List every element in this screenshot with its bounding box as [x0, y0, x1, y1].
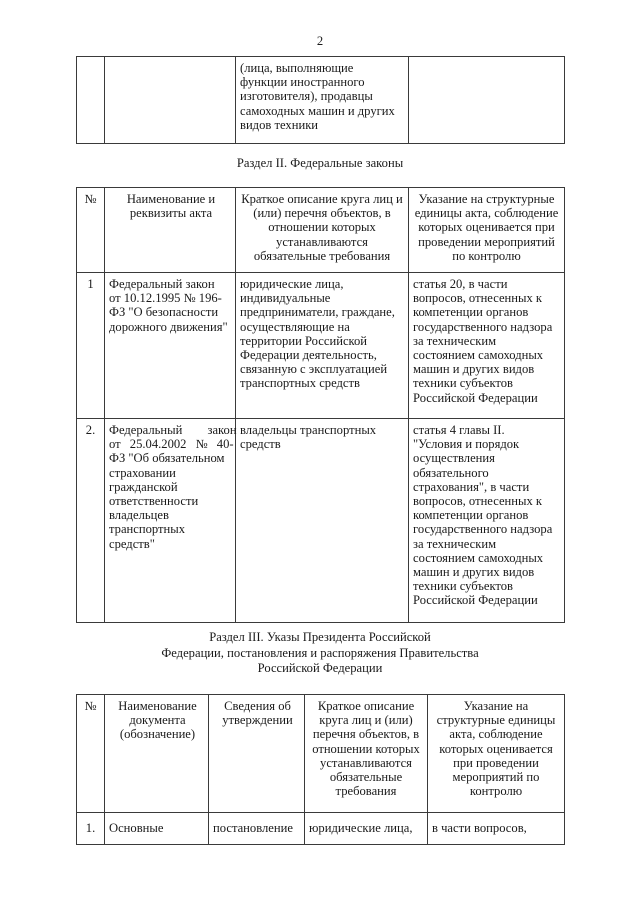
text-line: Указание на: [463, 699, 529, 713]
text-line: реквизиты акта: [129, 206, 213, 221]
text-line: вопросов, отнесенных к: [413, 494, 543, 509]
act-name-cell: [105, 419, 236, 623]
description-cell: [236, 273, 409, 419]
text-line: Краткое описание: [317, 699, 415, 713]
text-line: Наименование и: [126, 192, 216, 206]
table-row: [77, 813, 565, 845]
table-row: [77, 57, 565, 144]
text-line: которых оценивается: [439, 741, 553, 756]
text-line: средств": [109, 536, 155, 551]
text-line: Наименование: [118, 699, 197, 713]
title-line: Федерации, постановления и распоряжения Правительства: [161, 645, 479, 660]
structural-units-cell: в части вопросов,: [428, 813, 565, 845]
text-line: видов техники: [240, 117, 319, 132]
header-structural-units: [409, 188, 565, 273]
text-line: осуществляющие на: [240, 319, 350, 334]
title-line: Российской Федерации: [257, 661, 383, 675]
text-line: гражданской: [109, 479, 178, 494]
header-structural-units: [428, 695, 565, 813]
table-row: [77, 419, 565, 623]
text-line: проведении мероприятий: [418, 234, 555, 249]
text-line: транспортных средств: [240, 376, 360, 391]
table-header-row: [77, 695, 565, 813]
text-line: Федерации деятельность,: [240, 348, 377, 363]
text-line: Указание на структурные: [418, 192, 555, 206]
text-line: требования: [335, 784, 397, 799]
text-line: техники субъектов: [413, 376, 513, 391]
text-line: от 25.04.2002 № 40-: [109, 437, 234, 452]
text-line: (или) перечня объектов, в: [253, 206, 391, 221]
text-line: средств: [240, 437, 281, 452]
header-document-name: [105, 695, 209, 813]
text-line: структурные единицы: [436, 713, 556, 728]
structural-units-cell: [409, 273, 565, 419]
header-num: №: [77, 695, 105, 813]
text-line: компетенции органов: [413, 508, 529, 523]
act-name-cell: [105, 273, 236, 419]
text-line: вопросов, отнесенных к: [413, 291, 543, 306]
text-line: предприниматели, граждане,: [240, 305, 395, 320]
row-number: 1.: [77, 813, 105, 845]
structural-units-cell: [409, 57, 565, 144]
federal-laws-table: [76, 187, 565, 623]
text-line: машин и других видов: [413, 565, 535, 580]
description-cell: [236, 57, 409, 144]
row-number: 1: [77, 273, 105, 419]
text-line: осуществления: [413, 451, 495, 466]
text-line: Федеральный закон: [109, 277, 215, 291]
text-line: страховании: [109, 465, 176, 480]
text-line: за техническим: [413, 536, 497, 551]
title-line: Раздел III. Указы Президента Российской: [209, 630, 431, 644]
text-line: Сведения об: [224, 699, 291, 713]
text-line: от 10.12.1995 № 196-: [109, 291, 222, 306]
text-line: Краткое описание круга лиц и: [241, 192, 403, 206]
text-line: изготовителя), продавцы: [240, 89, 373, 104]
header-approval-info: [209, 695, 305, 813]
text-line: круга лиц и (или): [319, 713, 413, 728]
text-line: акта, соблюдение: [449, 727, 543, 742]
text-line: индивидуальные: [240, 291, 331, 306]
text-line: государственного надзора: [413, 319, 553, 334]
text-line: (лица, выполняющие: [240, 61, 354, 75]
text-line: государственного надзора: [413, 522, 553, 537]
description-cell: юридические лица,: [305, 813, 428, 845]
text-line: связанную с эксплуатацией: [240, 362, 388, 377]
text-line: Российской Федерации: [413, 593, 538, 608]
text-line: страхования", в части: [413, 479, 530, 494]
text-line: отношении которых: [312, 741, 420, 756]
text-line: по контролю: [452, 248, 521, 263]
section-2-title: Раздел II. Федеральные законы: [236, 156, 404, 170]
text-line: владельцы транспортных: [240, 423, 377, 437]
text-line: ФЗ "О безопасности: [109, 305, 219, 320]
text-line: статья 20, в части: [413, 277, 508, 291]
text-line: единицы акта, соблюдение: [414, 206, 559, 221]
text-line: которых оценивается при: [418, 220, 555, 235]
text-line: при проведении: [453, 755, 539, 770]
text-line: ФЗ "Об обязательном: [109, 451, 225, 466]
text-line: Федеральный закон: [109, 423, 237, 437]
text-line: документа: [129, 713, 186, 728]
text-line: перечня объектов, в: [312, 727, 420, 742]
text-line: транспортных: [109, 522, 186, 537]
text-line: отношении которых: [268, 220, 376, 235]
act-name-cell: [105, 57, 236, 144]
text-line: дорожного движения": [109, 319, 228, 334]
government-acts-table: [76, 694, 565, 845]
header-description: [305, 695, 428, 813]
text-line: юридические лица,: [240, 277, 344, 291]
row-number: [77, 57, 105, 144]
text-line: владельцев: [109, 508, 169, 523]
text-line: состоянием самоходных: [413, 550, 544, 565]
text-line: компетенции органов: [413, 305, 529, 320]
table-row: [77, 273, 565, 419]
text-line: устанавливаются: [276, 234, 368, 249]
text-line: статья 4 главы II.: [413, 423, 505, 437]
row-number: 2.: [77, 419, 105, 623]
text-line: состоянием самоходных: [413, 348, 544, 363]
text-line: обязательные требования: [253, 248, 391, 263]
text-line: техники субъектов: [413, 579, 513, 594]
text-line: функции иностранного: [240, 75, 365, 90]
text-line: ответственности: [109, 494, 199, 509]
page-number: 2: [316, 34, 324, 48]
text-line: "Условия и порядок: [413, 437, 520, 452]
header-description: [236, 188, 409, 273]
text-line: устанавливаются: [320, 755, 412, 770]
continuation-table: [76, 56, 565, 144]
header-name: [105, 188, 236, 273]
text-line: Российской Федерации: [413, 390, 538, 405]
table-header-row: [77, 188, 565, 273]
text-line: обязательного: [413, 465, 489, 480]
text-line: обязательные: [329, 770, 403, 785]
text-line: машин и других видов: [413, 362, 535, 377]
text-line: (обозначение): [119, 727, 196, 742]
text-line: за техническим: [413, 333, 497, 348]
text-line: контролю: [469, 784, 523, 799]
header-num: №: [77, 188, 105, 273]
text-line: территории Российской: [240, 333, 368, 348]
description-cell: [236, 419, 409, 623]
section-3-title: [0, 630, 640, 677]
text-line: мероприятий по: [452, 770, 540, 785]
text-line: самоходных машин и других: [240, 103, 395, 118]
structural-units-cell: [409, 419, 565, 623]
text-line: утверждении: [222, 713, 293, 728]
document-name-cell: Основные: [105, 813, 209, 845]
approval-info-cell: постановление: [209, 813, 305, 845]
